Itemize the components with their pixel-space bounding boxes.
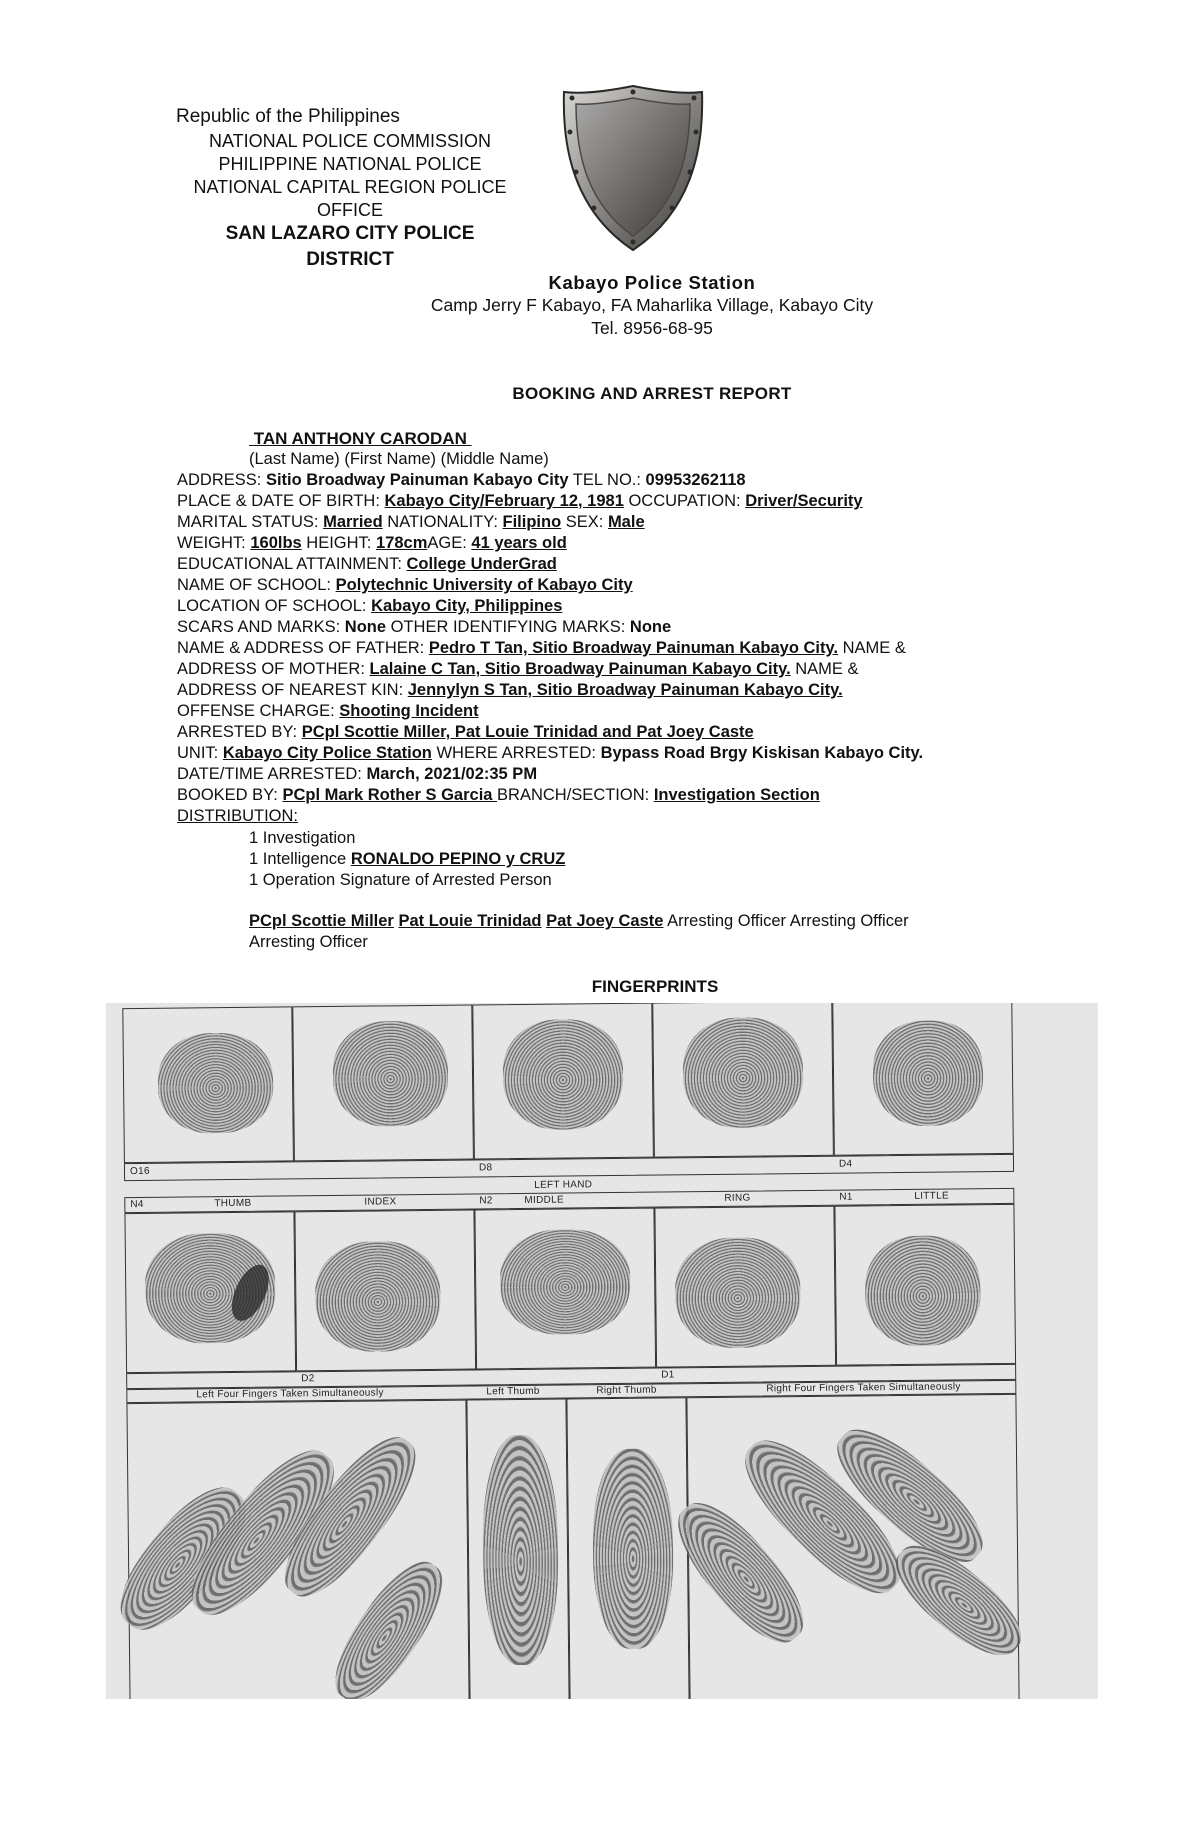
code-d2: D2 (301, 1373, 315, 1385)
fingerprint-1 (158, 1033, 274, 1134)
slap-print-6 (592, 1448, 674, 1649)
finger-little: LITTLE (914, 1190, 949, 1202)
kin-line: ADDRESS OF NEAREST KIN: Jennylyn S Tan, Sitio Broadway Painuman Kabayo City. (177, 681, 843, 699)
officers-line: PCpl Scottie Miller Pat Louie Trinidad Pat Joey Caste Arresting Officer Arresting Officer (249, 912, 909, 930)
finger-thumb: THUMB (214, 1197, 252, 1210)
datetime-line: DATE/TIME ARRESTED: March, 2021/02:35 PM (177, 765, 538, 783)
name-caption: (Last Name) (First Name) (Middle Name) (249, 450, 549, 468)
fingerprint-5 (872, 1020, 983, 1126)
header-ncrpo: NATIONAL CAPITAL REGION POLICE (193, 177, 507, 197)
fingerprint-10 (865, 1235, 981, 1346)
fingerprint-card (106, 1003, 1098, 1699)
label-right-thumb: Right Thumb (596, 1384, 657, 1397)
fingerprint-3 (502, 1019, 623, 1130)
mother-line: ADDRESS OF MOTHER: Lalaine C Tan, Sitio Broadway Painuman Kabayo City. NAME & (177, 660, 859, 678)
father-line: NAME & ADDRESS OF FATHER: Pedro T Tan, Sitio Broadway Painuman Kabayo City. NAME & (177, 639, 906, 657)
fingerprint-7 (315, 1241, 441, 1352)
scars-line: SCARS AND MARKS: None OTHER IDENTIFYING MARKS: None (177, 618, 672, 636)
shield-icon (558, 82, 708, 254)
fingerprints-title: FINGERPRINTS (591, 977, 719, 996)
finger-ring: RING (724, 1192, 751, 1204)
code-n2: N2 (479, 1195, 493, 1207)
header-district: SAN LAZARO CITY POLICE (225, 223, 475, 244)
booked-line: BOOKED BY: PCpl Mark Rother S Garcia BRANCH/SECTION: Investigation Section (177, 786, 820, 804)
slap-print-5 (482, 1435, 559, 1666)
address-line: ADDRESS: Sitio Broadway Painuman Kabayo City TEL NO.: 09953262118 (177, 471, 746, 489)
subject-name: TAN ANTHONY CARODAN (253, 429, 467, 448)
label-left-thumb: Left Thumb (486, 1385, 540, 1398)
header-district-2: DISTRICT (306, 249, 394, 270)
header-napolcom: NATIONAL POLICE COMMISSION (208, 131, 492, 151)
code-n1: N1 (839, 1191, 853, 1203)
school-location-line: LOCATION OF SCHOOL: Kabayo City, Philippines (177, 597, 563, 615)
offense-line: OFFENSE CHARGE: Shooting Incident (177, 702, 479, 720)
fingerprint-paper (106, 1003, 1098, 1699)
fingerprint-2 (332, 1021, 448, 1127)
code-d4: D4 (838, 1158, 853, 1170)
code-d8: D8 (478, 1162, 493, 1174)
distribution-item-3: 1 Operation Signature of Arrested Person (249, 871, 552, 889)
label-left-four: Left Four Fingers Taken Simultaneously (196, 1387, 384, 1401)
distribution-item-1: 1 Investigation (249, 829, 356, 847)
code-d1: D1 (661, 1369, 675, 1381)
code-o16: O16 (129, 1165, 150, 1178)
fingerprint-8 (500, 1229, 631, 1335)
marital-line: MARITAL STATUS: Married NATIONALITY: Filipino SEX: Male (177, 513, 645, 531)
distribution-item-2: 1 Intelligence RONALDO PEPINO y CRUZ (249, 850, 566, 868)
left-hand-label: LEFT HAND (534, 1179, 593, 1191)
station-address: Camp Jerry F Kabayo, FA Maharlika Village, Kabayo City (430, 295, 874, 315)
header-pnp: PHILIPPINE NATIONAL POLICE (218, 154, 482, 174)
finger-middle: MIDDLE (524, 1194, 564, 1206)
code-n4: N4 (130, 1198, 144, 1211)
birth-line: PLACE & DATE OF BIRTH: Kabayo City/February 12, 1981 OCCUPATION: Driver/Security (177, 492, 863, 510)
header-republic: Republic of the Philippines (176, 106, 400, 127)
distribution-label: DISTRIBUTION: (177, 807, 299, 825)
report-title: BOOKING AND ARREST REPORT (512, 384, 792, 403)
unit-line: UNIT: Kabayo City Police Station WHERE ARRESTED: Bypass Road Brgy Kiskisan Kabayo City. (177, 744, 924, 762)
physical-line: WEIGHT: 160lbs HEIGHT: 178cmAGE: 41 years old (177, 534, 567, 552)
station-name: Kabayo Police Station (548, 272, 756, 293)
header-office: OFFICE (317, 200, 383, 220)
education-line: EDUCATIONAL ATTAINMENT: College UnderGrad (177, 555, 557, 573)
finger-index: INDEX (364, 1196, 397, 1208)
arrested-by-line: ARRESTED BY: PCpl Scottie Miller, Pat Louie Trinidad and Pat Joey Caste (177, 723, 754, 741)
officers-title-line: Arresting Officer (249, 933, 368, 951)
fingerprint-4 (682, 1017, 803, 1128)
label-right-four: Right Four Fingers Taken Simultaneously (766, 1381, 961, 1395)
station-tel: Tel. 8956-68-95 (591, 318, 713, 338)
fingerprint-9 (675, 1237, 801, 1348)
school-line: NAME OF SCHOOL: Polytechnic University of Kabayo City (177, 576, 633, 594)
